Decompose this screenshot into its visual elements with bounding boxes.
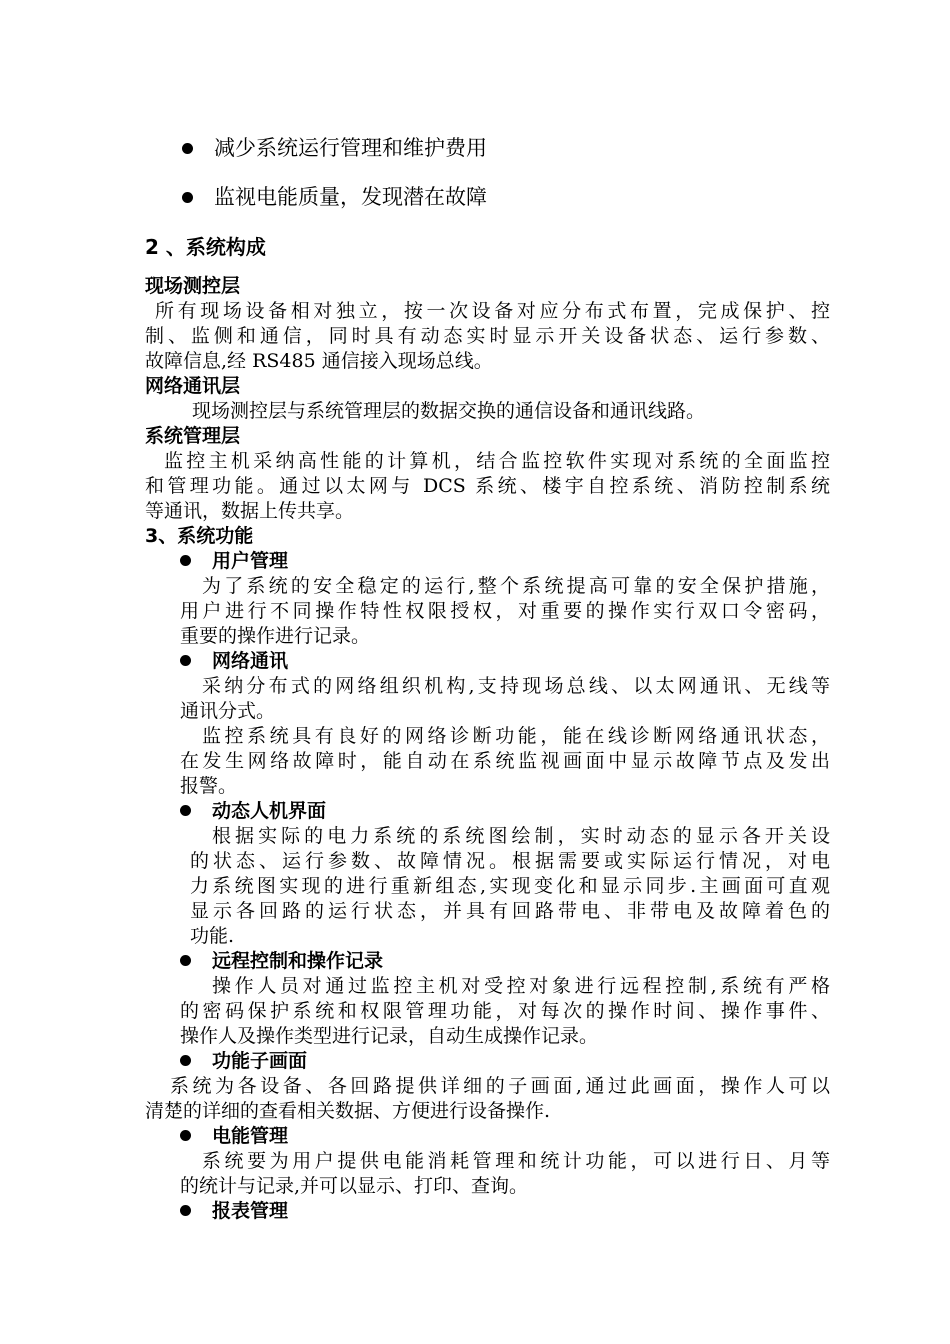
field-layer-title: 现场测控层	[145, 275, 241, 297]
mgmt-layer-line-2: 和管理功能。通过以太网与 DCS 系统、楼宇自控系统、消防控制系统	[145, 475, 830, 497]
hmi-title: 动态人机界面	[212, 800, 327, 822]
user-mgmt-title: 用户管理	[212, 550, 289, 572]
sub-screen-line-1: 系统为各设备、各回路提供详细的子画面,通过此画面，操作人可以	[170, 1075, 830, 1097]
hmi-line-3: 力系统图实现的进行重新组态,实现变化和显示同步.主画面可直观	[190, 875, 830, 897]
user-mgmt-line-3: 重要的操作进行记录。	[180, 625, 371, 647]
user-mgmt-line-2: 用户进行不同操作特性权限授权，对重要的操作实行双口令密码，	[180, 600, 830, 622]
remote-title: 远程控制和操作记录	[212, 950, 384, 972]
section-3-heading: 3、系统功能	[145, 525, 254, 547]
bullet-icon	[180, 555, 191, 566]
user-mgmt-line-1: 为了系统的安全稳定的运行,整个系统提高可靠的安全保护措施，	[202, 575, 830, 597]
hmi-line-1: 根据实际的电力系统的系统图绘制，实时动态的显示各开关设	[212, 825, 830, 847]
energy-title: 电能管理	[212, 1125, 289, 1147]
net-comm-line-1: 采纳分布式的网络组织机构,支持现场总线、以太网通讯、无线等	[202, 675, 830, 697]
bullet-icon	[180, 805, 191, 816]
bullet-icon	[182, 143, 193, 154]
report-title: 报表管理	[212, 1200, 289, 1222]
sub-screen-title: 功能子画面	[212, 1050, 308, 1072]
bullet-icon	[180, 955, 191, 966]
network-layer-title: 网络通讯层	[145, 375, 241, 397]
mgmt-layer-line-1: 监控主机采纳高性能的计算机，结合监控软件实现对系统的全面监控	[164, 450, 830, 472]
net-comm-title: 网络通讯	[212, 650, 289, 672]
field-layer-line-2: 制、监侧和通信，同时具有动态实时显示开关设备状态、运行参数、	[145, 325, 830, 347]
energy-line-2: 的统计与记录,并可以显示、打印、查询。	[180, 1175, 529, 1197]
intro-bullet-1: 减少系统运行管理和维护费用	[214, 136, 487, 160]
remote-line-3: 操作人及操作类型进行记录，自动生成操作记录。	[180, 1025, 599, 1047]
net-comm-line-3: 监控系统具有良好的网络诊断功能，能在线诊断网络通讯状态，	[202, 725, 830, 747]
hmi-line-2: 的状态、运行参数、故障情况。根据需要或实际运行情况，对电	[190, 850, 830, 872]
remote-line-1: 操作人员对通过监控主机对受控对象进行远程控制,系统有严格	[212, 975, 830, 997]
mgmt-layer-line-3: 等通讯，数据上传共享。	[145, 500, 355, 522]
bullet-icon	[180, 1055, 191, 1066]
section-2-heading: 2 、系统构成	[145, 235, 266, 259]
net-comm-line-5: 报警。	[180, 775, 238, 797]
sub-screen-line-2: 清楚的详细的查看相关数据、方便进行设备操作.	[145, 1100, 551, 1122]
field-layer-line-1: 所有现场设备相对独立，按一次设备对应分布式布置，完成保护、控	[155, 300, 830, 322]
field-layer-line-3: 故障信息,经 RS485 通信接入现场总线。	[145, 350, 493, 372]
hmi-line-4: 显示各回路的运行状态，并具有回路带电、非带电及故障着色的	[190, 900, 830, 922]
mgmt-layer-title: 系统管理层	[145, 425, 241, 447]
bullet-icon	[180, 1205, 191, 1216]
bullet-icon	[180, 655, 191, 666]
hmi-line-5: 功能.	[190, 925, 235, 947]
remote-line-2: 的密码保护系统和权限管理功能，对每次的操作时间、操作事件、	[180, 1000, 830, 1022]
intro-bullet-2: 监视电能质量，发现潜在故障	[214, 185, 487, 209]
bullet-icon	[182, 192, 193, 203]
energy-line-1: 系统要为用户提供电能消耗管理和统计功能，可以进行日、月等	[202, 1150, 830, 1172]
network-layer-line-1: 现场测控层与系统管理层的数据交换的通信设备和通讯线路。	[192, 400, 706, 422]
net-comm-line-2: 通讯分式。	[180, 700, 276, 722]
bullet-icon	[180, 1130, 191, 1141]
net-comm-line-4: 在发生网络故障时，能自动在系统监视画面中显示故障节点及发出	[180, 750, 830, 772]
